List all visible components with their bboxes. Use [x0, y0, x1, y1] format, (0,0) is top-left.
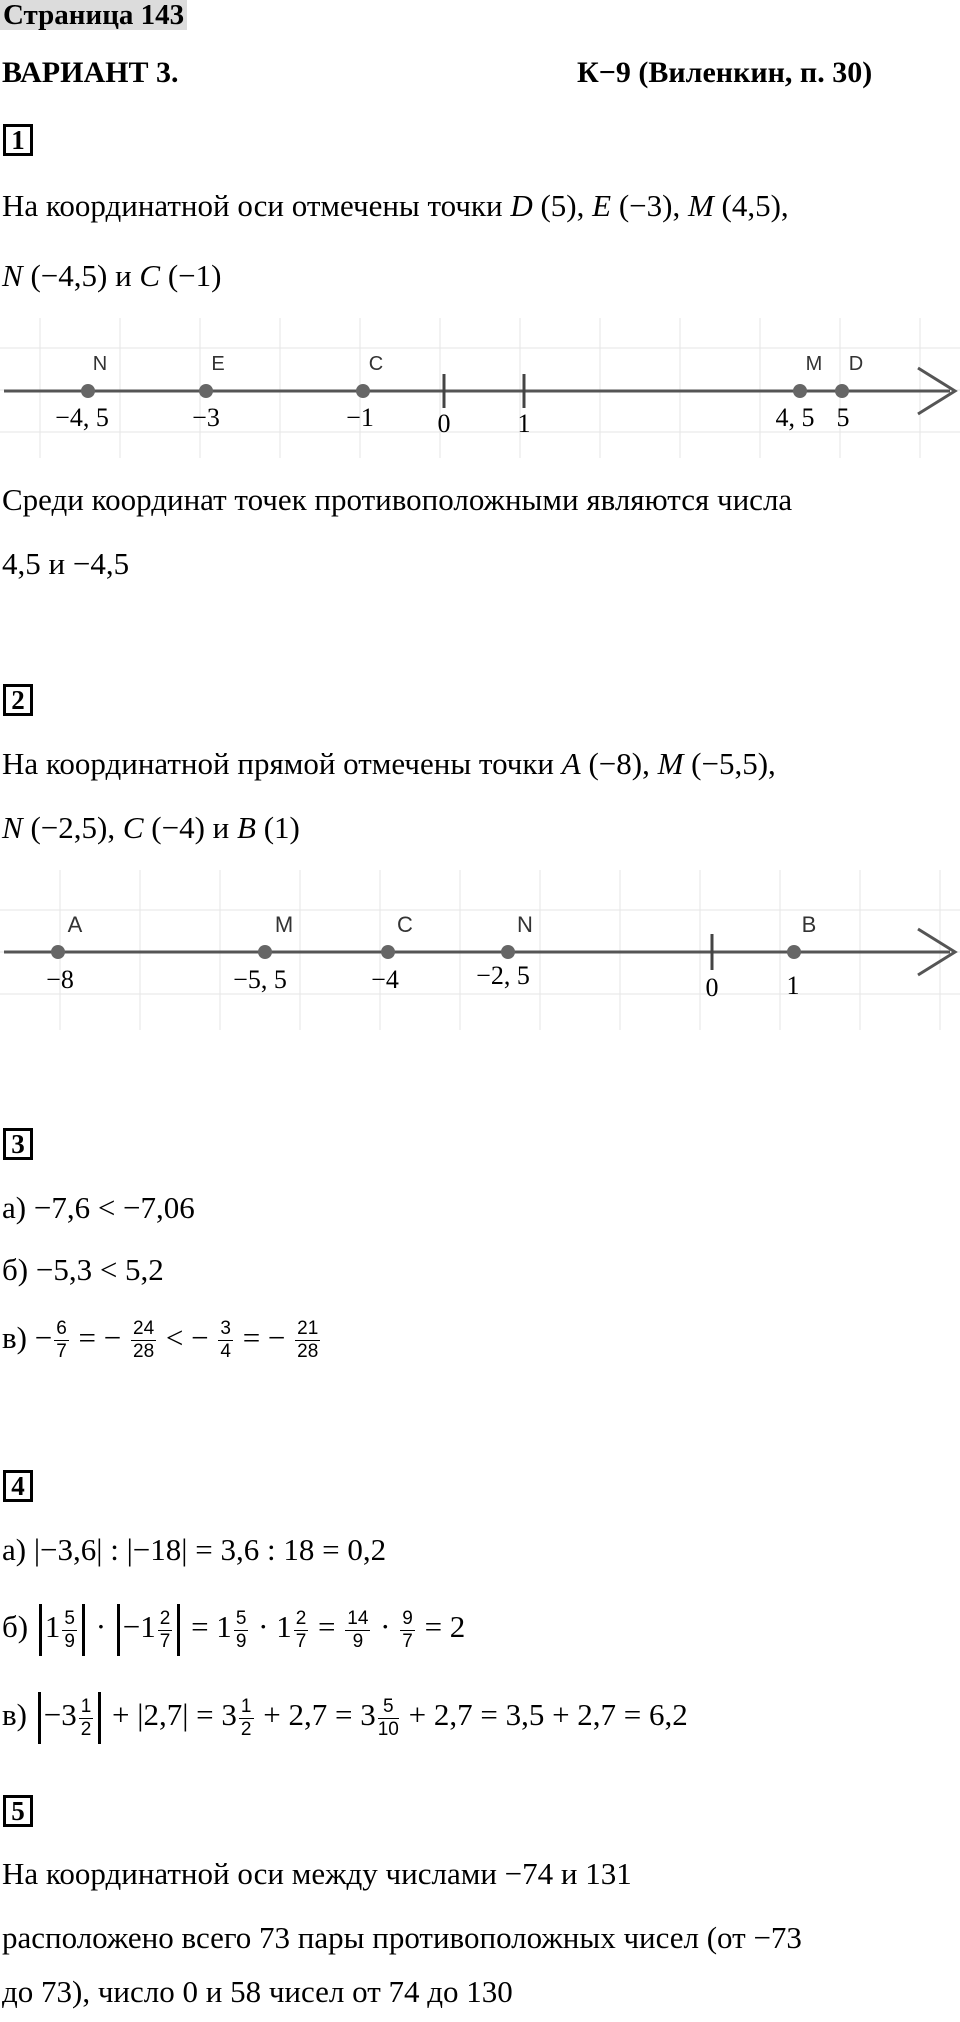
task1-statement-line1: На координатной оси отмечены точки D (5), E (−3), M (4,5), [2, 188, 789, 223]
fraction: $\frac{9}{7}$ [402, 1607, 413, 1652]
point-name-M: M [805, 353, 823, 375]
point-B [787, 945, 801, 959]
point-C [356, 384, 370, 398]
number-line-2 [0, 870, 960, 1030]
point-name-C: C [397, 912, 413, 937]
task3-item-a: а) −7,6 < −7,06 [2, 1190, 195, 1225]
point-label-M: 4, 5 [775, 403, 815, 432]
task-number-1: 1 [3, 124, 33, 156]
point-name-C: C [368, 353, 384, 375]
variant-title: ВАРИАНТ 3. [2, 56, 179, 89]
fraction: $\frac{6}{7}$ [56, 1318, 67, 1363]
point-name-D: D [848, 353, 864, 375]
task5-line1: На координатной оси между числами −74 и 131 [2, 1856, 632, 1891]
task1-statement-line2: N (−4,5) и C (−1) [2, 258, 222, 293]
task1-answer-line1: Среди координат точек противоположными являются числа [2, 482, 793, 517]
task-number-3: 3 [3, 1128, 33, 1160]
fraction: $\frac{24}{28}$ [133, 1318, 155, 1363]
page-number-tab: Страница 143 [0, 0, 187, 30]
point-label-C: −1 [346, 403, 374, 432]
point-label-M: −5, 5 [233, 965, 287, 994]
fraction: $\frac{1}{2}$ [80, 1695, 92, 1740]
number-line-1 [0, 318, 960, 458]
source-reference: К−9 (Виленкин, п. 30) [577, 56, 873, 89]
task4-item-b: б) 1 $\frac{5}{9}$ · −1 $\frac{2}{7}$ = 1 $\frac{5}{9}$ · 1 $\frac{2}{7}$ = $\frac{14}{9}$ · $\frac{9}{7}$ = 2 [2, 1604, 465, 1656]
point-label-B: 1 [786, 971, 800, 1000]
point-name-N: N [92, 353, 108, 375]
point-D [835, 384, 849, 398]
task-number-2: 2 [3, 684, 33, 716]
point-name-M: M [274, 912, 294, 937]
point-label-E: −3 [192, 403, 220, 432]
fraction: $\frac{21}{28}$ [297, 1318, 319, 1363]
tick-label-0: 0 [437, 409, 451, 438]
point-N [81, 384, 95, 398]
fraction: $\frac{3}{4}$ [220, 1318, 231, 1363]
task-number-5: 5 [3, 1795, 33, 1827]
fraction: $\frac{5}{9}$ [235, 1607, 247, 1652]
fraction: $\frac{2}{7}$ [159, 1607, 171, 1652]
fraction: $\frac{5}{10}$ [377, 1695, 399, 1740]
point-label-C: −4 [371, 965, 399, 994]
fraction: $\frac{1}{2}$ [240, 1695, 252, 1740]
point-A [51, 945, 65, 959]
tick-label-1: 1 [517, 409, 531, 438]
task3-item-b: б) −5,3 < 5,2 [2, 1252, 164, 1287]
task5-line2: расположено всего 73 пары противоположных чисел (от −73 [2, 1920, 802, 1955]
fraction: $\frac{5}{9}$ [64, 1607, 75, 1652]
task1-answer-line2: 4,5 и −4,5 [2, 546, 130, 581]
task2-statement-line2: N (−2,5), C (−4) и B (1) [2, 810, 300, 845]
task4-item-c: в) −3 $\frac{1}{2}$ + |2,7| = 3 $\frac{1}{2}$ + 2,7 = 3 $\frac{5}{10}$ + 2,7 = 3,5 + 2,7 = 6,2 [2, 1692, 688, 1744]
point-label-N: −4, 5 [55, 403, 109, 432]
point-name-N: N [517, 912, 533, 937]
task4-item-a: а) |−3,6| : |−18| = 3,6 : 18 = 0,2 [2, 1532, 387, 1567]
point-name-E: E [211, 353, 225, 375]
point-M [793, 384, 807, 398]
point-label-A: −8 [46, 965, 74, 994]
task-number-4: 4 [3, 1470, 33, 1502]
point-C [381, 945, 395, 959]
fraction: $\frac{14}{9}$ [347, 1607, 369, 1652]
point-name-A: A [67, 912, 83, 937]
point-M [258, 945, 272, 959]
point-label-D: 5 [836, 403, 850, 432]
task5-line3: до 73), число 0 и 58 чисел от 74 до 130 [2, 1974, 513, 2009]
point-label-N: −2, 5 [476, 961, 530, 990]
point-name-B: B [801, 912, 817, 937]
fraction: $\frac{2}{7}$ [295, 1607, 307, 1652]
task2-statement-line1: На координатной прямой отмечены точки A (−8), M (−5,5), [2, 746, 776, 781]
task3-item-c: в) − $\frac{6}{7}$ = − $\frac{24}{28}$ < − $\frac{3}{4}$ = − $\frac{21}{28}$ [2, 1318, 319, 1363]
tick-label-0: 0 [705, 973, 719, 1002]
point-E [199, 384, 213, 398]
point-N [501, 945, 515, 959]
